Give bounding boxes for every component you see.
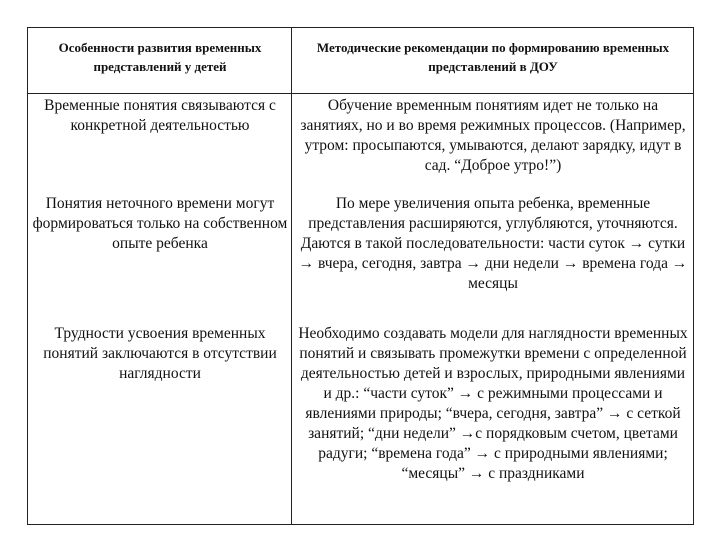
row-2-recommendation: По мере увеличения опыта ребенка, временные представления расширяются, углубляются, уточняются. Даются в такой последовательности: части суток → сутки → вчера, сегодня, завтра → дни недели → времена года → месяцы xyxy=(298,195,688,292)
header-divider xyxy=(28,93,693,94)
header-recommendations: Методические рекомендации по формированию временных представлений в ДОУ xyxy=(316,40,670,74)
header-features: Особенности развития временных представлений у детей xyxy=(58,40,262,74)
row-3-recommendation: Необходимо создавать модели для наглядности временных понятий и связывать промежутки времени с определенной деятельностью детей и взрослых, природными явлениями и др.: “части суток” → с режимными процессами и явлениями природы; “вчера, сегодня, завтра” → с сеткой занятий; “дни недели” →с порядковым счетом, цветами радуги; “времена года” → с природными явлениями; “месяцы” → с праздниками xyxy=(298,325,688,482)
row-1-recommendation: Обучение временным понятиям идет не только на занятиях, но и во время режимных процессов. (Например, утром: просыпаются, умываются, делают зарядку, идут в сад. “Доброе утро!”) xyxy=(300,97,686,174)
row-1-feature: Временные понятия связываются с конкретной деятельностью xyxy=(44,97,276,134)
methodology-table xyxy=(27,27,694,525)
row-3-feature: Трудности усвоения временных понятий заключаются в отсутствии наглядности xyxy=(43,325,277,382)
row-2-feature: Понятия неточного времени могут формироваться только на собственном опыте ребенка xyxy=(32,195,288,252)
column-divider xyxy=(291,28,292,524)
